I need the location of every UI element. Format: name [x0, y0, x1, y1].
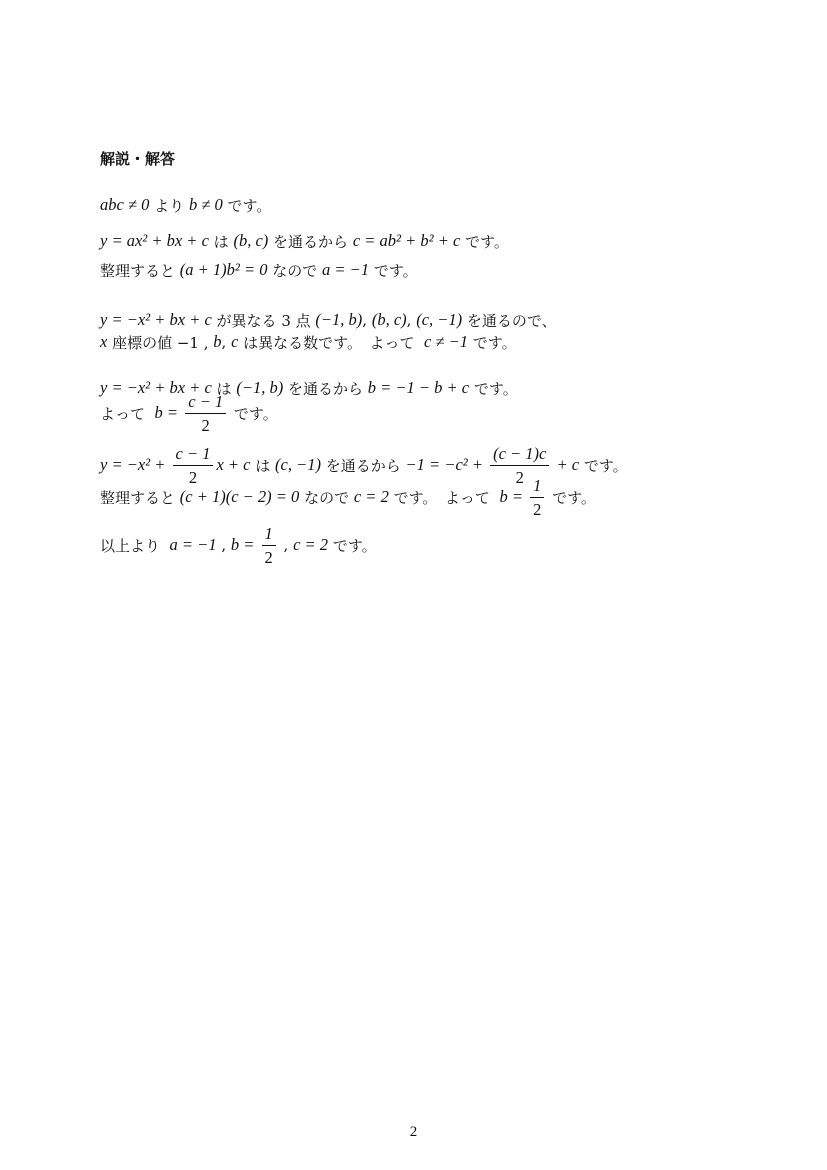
- fraction-denominator: 2: [264, 547, 273, 567]
- math-expression: b =: [230, 535, 259, 554]
- text-segment: を通るから: [268, 232, 353, 251]
- text-segment: よって: [100, 404, 155, 423]
- fraction-numerator: c − 1: [185, 392, 226, 414]
- math-expression: b ≠ 0: [188, 195, 223, 214]
- fraction: [173, 444, 214, 487]
- math-expression: c = 2: [353, 487, 389, 506]
- solution-line: [100, 523, 377, 567]
- section-heading: 解説・解答: [100, 149, 176, 168]
- solution-line: [100, 231, 509, 251]
- math-expression: b =: [154, 403, 183, 422]
- text-segment: なので: [299, 488, 354, 507]
- math-expression: c ≠ −1: [424, 332, 469, 351]
- math-expression: (b, c): [371, 310, 407, 329]
- text-segment: です。: [460, 232, 509, 251]
- math-expression: abc ≠ 0: [100, 195, 150, 214]
- text-segment: です。: [547, 488, 596, 507]
- math-expression: (c, −1): [275, 455, 321, 474]
- math-expression: (−1, b): [236, 378, 284, 397]
- solution-line: [100, 310, 557, 330]
- text-segment: ,: [216, 536, 231, 554]
- text-segment: です。: [328, 536, 377, 555]
- math-expression: (c, −1): [416, 310, 463, 329]
- text-segment: なので: [267, 261, 323, 280]
- text-segment: は: [250, 456, 276, 475]
- fraction-denominator: 2: [515, 467, 524, 487]
- solution-line: [100, 332, 517, 352]
- solution-line: [100, 378, 518, 398]
- text-segment: が異なる 3 点: [211, 311, 316, 330]
- math-expression: y = −x² +: [100, 455, 170, 474]
- fraction-denominator: 2: [188, 467, 198, 487]
- math-expression: y = −x² + bx + c: [100, 378, 212, 397]
- text-segment: ,: [221, 333, 232, 351]
- math-expression: (a + 1)b² = 0: [179, 260, 268, 279]
- math-expression: a = −1: [169, 535, 217, 554]
- text-segment: ,: [362, 311, 372, 329]
- math-expression: y = ax² + bx + c: [100, 231, 209, 250]
- text-segment: を通るので、: [462, 311, 557, 330]
- math-expression: x + c: [216, 455, 251, 474]
- text-segment: は: [211, 379, 237, 398]
- solution-line: [100, 475, 596, 519]
- page-number: 2: [409, 1124, 418, 1140]
- math-expression: a = −1: [322, 260, 370, 279]
- text-segment: より: [149, 196, 189, 215]
- fraction-numerator: 1: [262, 524, 276, 546]
- text-segment: 整理すると: [100, 488, 180, 507]
- solution-line: [100, 391, 278, 435]
- fraction-numerator: (c − 1)c: [490, 444, 549, 466]
- math-expression: b = −1 − b + c: [367, 378, 470, 397]
- math-expression: b =: [499, 487, 528, 506]
- solution-line: [100, 443, 628, 487]
- text-segment: ,: [278, 536, 294, 554]
- text-segment: を通るから: [321, 456, 406, 475]
- fraction: [185, 392, 226, 435]
- math-expression: (−1, b): [315, 310, 363, 329]
- solution-line: [100, 195, 271, 215]
- math-expression: b: [213, 332, 222, 351]
- fraction: [530, 476, 544, 519]
- fraction-denominator: 2: [533, 499, 542, 519]
- math-expression: c = ab² + b² + c: [352, 231, 461, 250]
- math-expression: c = 2: [293, 535, 329, 554]
- math-expression: y = −x² + bx + c: [100, 310, 212, 329]
- text-segment: 以上より: [100, 536, 170, 555]
- math-expression: c: [231, 332, 239, 351]
- text-segment: です。 よって: [388, 488, 500, 507]
- text-segment: は: [208, 232, 234, 251]
- text-segment: です。: [229, 404, 278, 423]
- text-segment: です。: [468, 333, 517, 352]
- text-segment: です。: [469, 379, 518, 398]
- text-segment: 整理すると: [100, 261, 180, 280]
- math-expression: (c + 1)(c − 2) = 0: [179, 487, 300, 506]
- fraction: [262, 524, 276, 567]
- text-segment: は異なる数です。 よって: [238, 333, 425, 352]
- text-segment: を通るから: [283, 379, 368, 398]
- text-segment: ,: [406, 311, 417, 329]
- text-segment: です。: [369, 261, 418, 280]
- fraction-numerator: 1: [530, 476, 544, 498]
- solution-line: [100, 260, 418, 280]
- math-expression: + c: [552, 455, 580, 474]
- text-segment: です。: [222, 196, 272, 215]
- math-expression: x: [100, 332, 108, 351]
- math-expression: −1 = −c² +: [405, 455, 488, 474]
- math-expression: (b, c): [233, 231, 269, 250]
- fraction-numerator: c − 1: [173, 444, 214, 466]
- text-segment: 座標の値 −1 ,: [107, 333, 214, 352]
- fraction-denominator: 2: [201, 415, 210, 435]
- text-segment: です。: [579, 456, 628, 475]
